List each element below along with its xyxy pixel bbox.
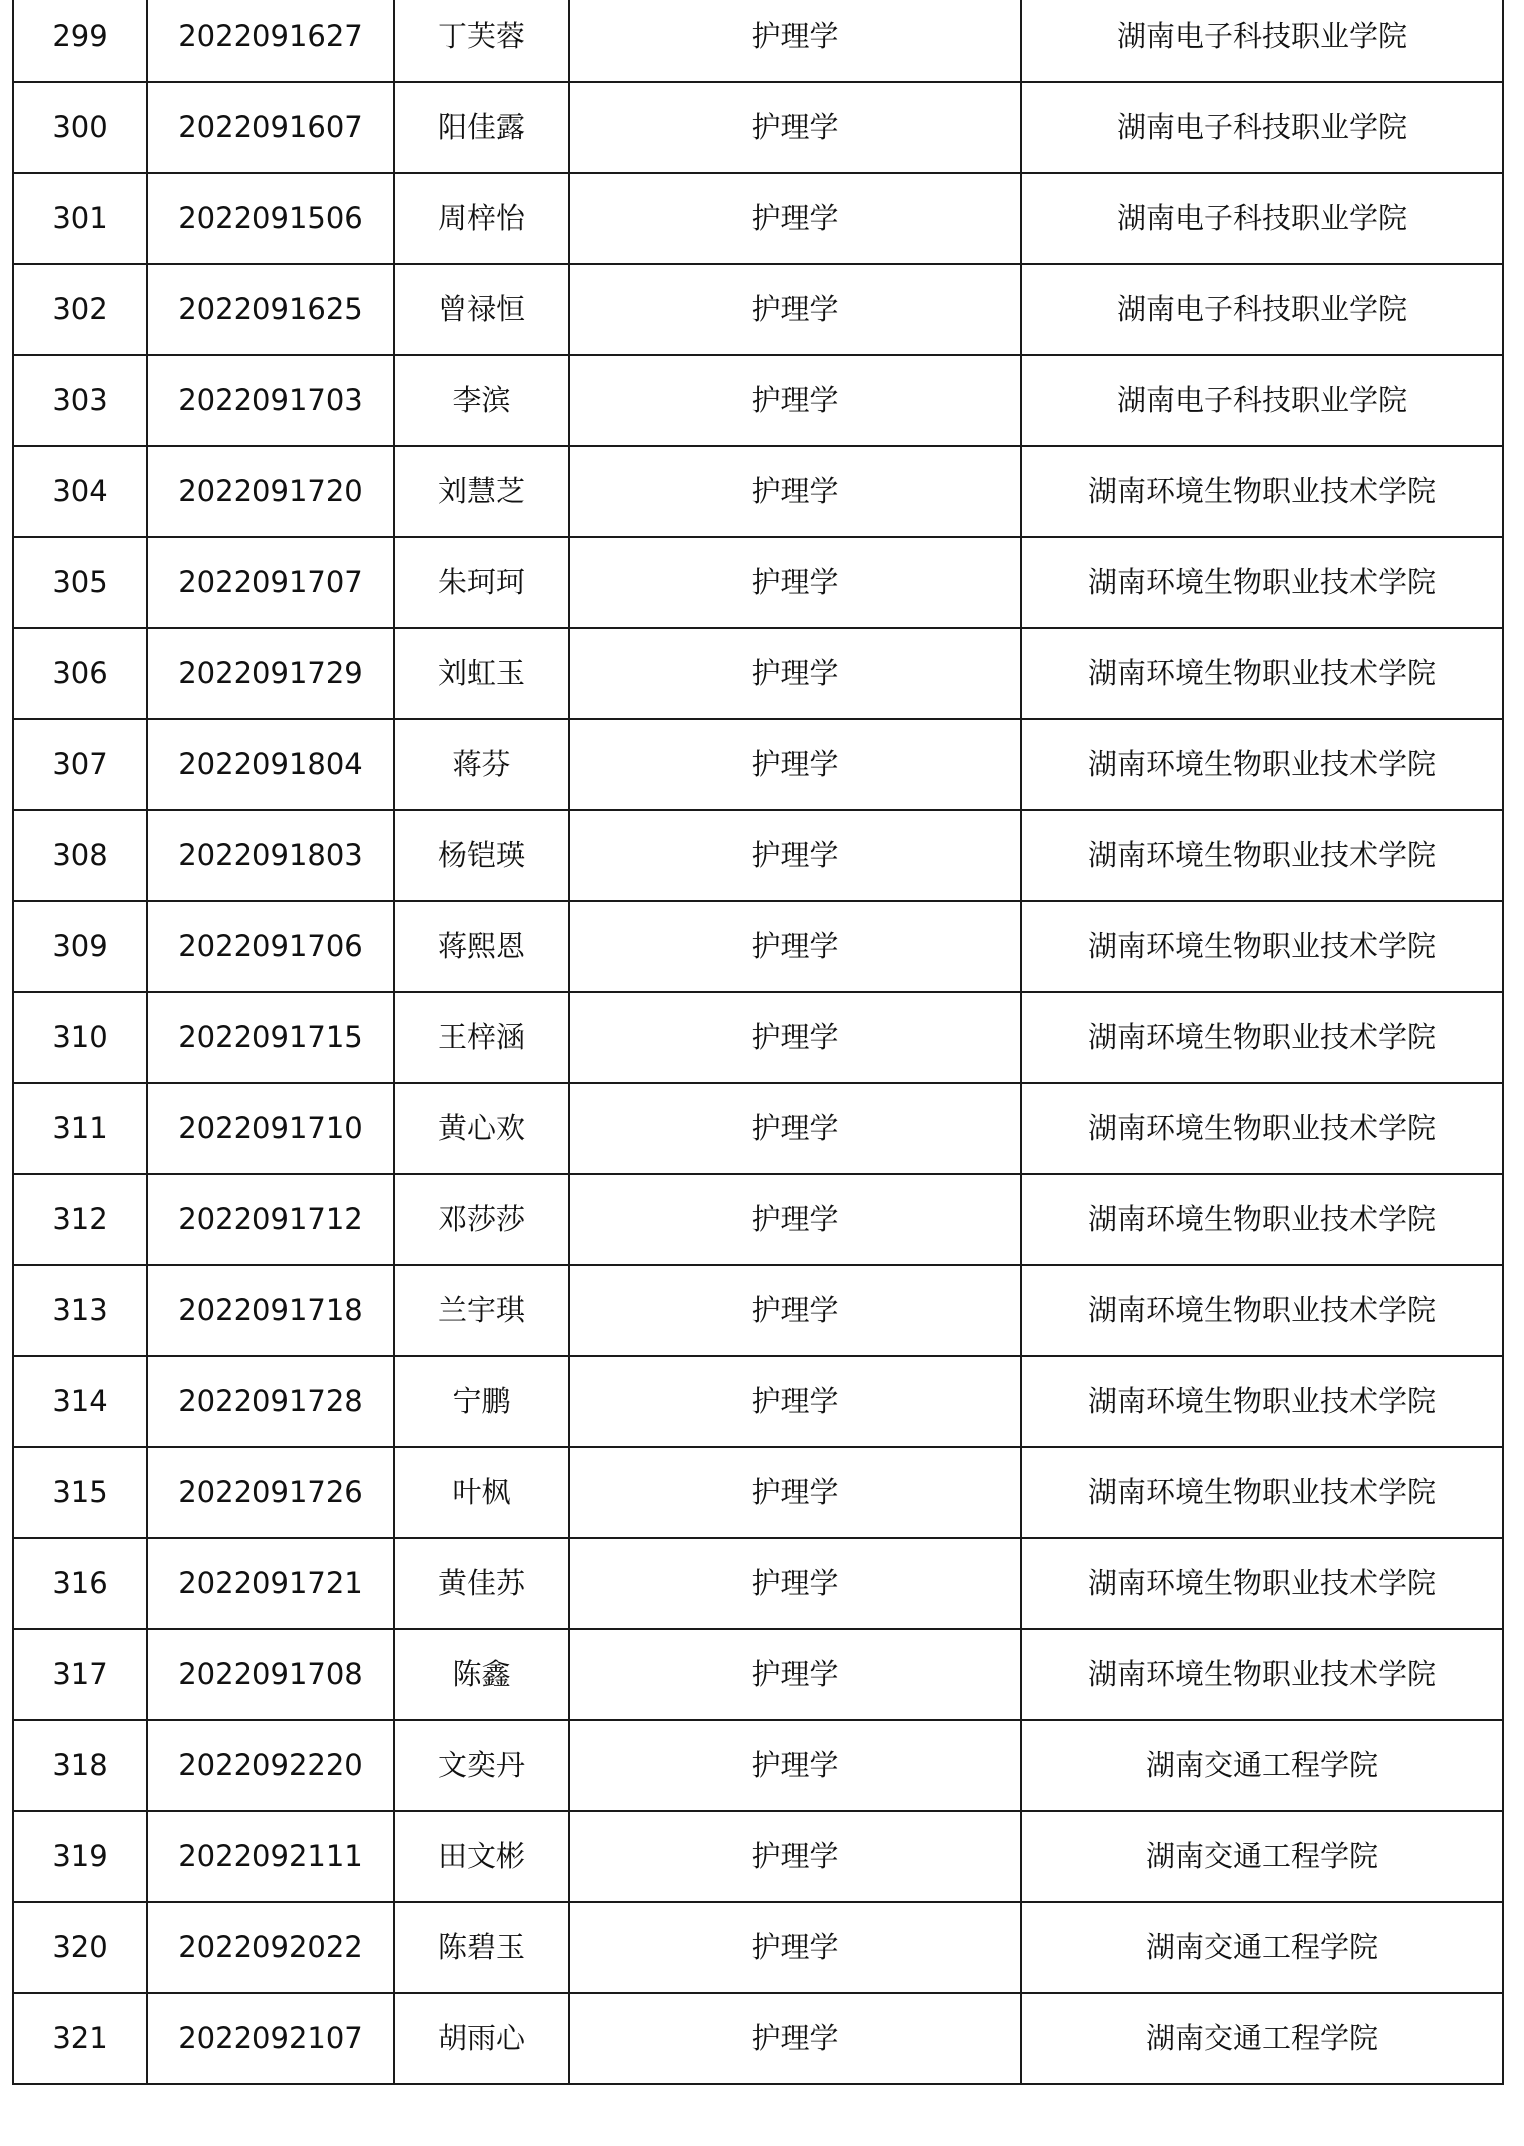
table-row (13, 82, 1503, 173)
seq-cell: 315 (13, 1447, 147, 1538)
major-cell: 护理学 (569, 1538, 1021, 1629)
name-cell: 叶枫 (394, 1447, 569, 1538)
student-roster-table (12, 0, 1504, 2085)
name-cell: 宁鹏 (394, 1356, 569, 1447)
school-cell: 湖南环境生物职业技术学院 (1021, 1174, 1503, 1265)
major-cell: 护理学 (569, 1720, 1021, 1811)
student-id-cell: 2022091718 (147, 1265, 394, 1356)
seq-cell: 301 (13, 173, 147, 264)
table-row (13, 992, 1503, 1083)
seq-cell: 302 (13, 264, 147, 355)
seq-cell: 304 (13, 446, 147, 537)
major-cell: 护理学 (569, 628, 1021, 719)
school-cell: 湖南交通工程学院 (1021, 1993, 1503, 2084)
student-id-cell: 2022091720 (147, 446, 394, 537)
school-cell: 湖南电子科技职业学院 (1021, 355, 1503, 446)
student-id-cell: 2022091703 (147, 355, 394, 446)
seq-cell: 309 (13, 901, 147, 992)
table-row (13, 1174, 1503, 1265)
major-cell: 护理学 (569, 1447, 1021, 1538)
student-id-cell: 2022091708 (147, 1629, 394, 1720)
seq-cell: 312 (13, 1174, 147, 1265)
name-cell: 陈鑫 (394, 1629, 569, 1720)
school-cell: 湖南电子科技职业学院 (1021, 264, 1503, 355)
student-id-cell: 2022091728 (147, 1356, 394, 1447)
name-cell: 杨铠瑛 (394, 810, 569, 901)
major-cell: 护理学 (569, 1993, 1021, 2084)
seq-cell: 319 (13, 1811, 147, 1902)
seq-cell: 316 (13, 1538, 147, 1629)
name-cell: 黄佳苏 (394, 1538, 569, 1629)
school-cell: 湖南环境生物职业技术学院 (1021, 992, 1503, 1083)
student-id-cell: 2022091707 (147, 537, 394, 628)
table-row (13, 446, 1503, 537)
student-id-cell: 2022092107 (147, 1993, 394, 2084)
table-row (13, 1902, 1503, 1993)
seq-cell: 310 (13, 992, 147, 1083)
school-cell: 湖南环境生物职业技术学院 (1021, 1538, 1503, 1629)
school-cell: 湖南交通工程学院 (1021, 1902, 1503, 1993)
school-cell: 湖南环境生物职业技术学院 (1021, 1447, 1503, 1538)
name-cell: 刘虹玉 (394, 628, 569, 719)
school-cell: 湖南环境生物职业技术学院 (1021, 1265, 1503, 1356)
seq-cell: 300 (13, 82, 147, 173)
student-id-cell: 2022091715 (147, 992, 394, 1083)
name-cell: 兰宇琪 (394, 1265, 569, 1356)
seq-cell: 321 (13, 1993, 147, 2084)
table-row (13, 628, 1503, 719)
school-cell: 湖南环境生物职业技术学院 (1021, 719, 1503, 810)
major-cell: 护理学 (569, 1265, 1021, 1356)
name-cell: 蒋熙恩 (394, 901, 569, 992)
seq-cell: 307 (13, 719, 147, 810)
major-cell: 护理学 (569, 264, 1021, 355)
school-cell: 湖南环境生物职业技术学院 (1021, 446, 1503, 537)
seq-cell: 317 (13, 1629, 147, 1720)
school-cell: 湖南交通工程学院 (1021, 1811, 1503, 1902)
table-row (13, 1356, 1503, 1447)
major-cell: 护理学 (569, 1902, 1021, 1993)
major-cell: 护理学 (569, 0, 1021, 82)
student-id-cell: 2022091804 (147, 719, 394, 810)
roster-body (13, 0, 1503, 2084)
major-cell: 护理学 (569, 355, 1021, 446)
major-cell: 护理学 (569, 446, 1021, 537)
major-cell: 护理学 (569, 537, 1021, 628)
name-cell: 王梓涵 (394, 992, 569, 1083)
name-cell: 田文彬 (394, 1811, 569, 1902)
table-row (13, 1811, 1503, 1902)
table-row (13, 1447, 1503, 1538)
school-cell: 湖南环境生物职业技术学院 (1021, 901, 1503, 992)
name-cell: 文奕丹 (394, 1720, 569, 1811)
seq-cell: 320 (13, 1902, 147, 1993)
table-row (13, 264, 1503, 355)
seq-cell: 308 (13, 810, 147, 901)
major-cell: 护理学 (569, 1811, 1021, 1902)
name-cell: 黄心欢 (394, 1083, 569, 1174)
seq-cell: 305 (13, 537, 147, 628)
seq-cell: 303 (13, 355, 147, 446)
name-cell: 胡雨心 (394, 1993, 569, 2084)
student-id-cell: 2022092220 (147, 1720, 394, 1811)
name-cell: 邓莎莎 (394, 1174, 569, 1265)
school-cell: 湖南环境生物职业技术学院 (1021, 1356, 1503, 1447)
name-cell: 周梓怡 (394, 173, 569, 264)
major-cell: 护理学 (569, 1629, 1021, 1720)
school-cell: 湖南环境生物职业技术学院 (1021, 537, 1503, 628)
major-cell: 护理学 (569, 1174, 1021, 1265)
table-row (13, 537, 1503, 628)
major-cell: 护理学 (569, 719, 1021, 810)
major-cell: 护理学 (569, 82, 1021, 173)
school-cell: 湖南交通工程学院 (1021, 1720, 1503, 1811)
student-id-cell: 2022091627 (147, 0, 394, 82)
school-cell: 湖南电子科技职业学院 (1021, 173, 1503, 264)
student-id-cell: 2022091712 (147, 1174, 394, 1265)
name-cell: 陈碧玉 (394, 1902, 569, 1993)
name-cell: 阳佳露 (394, 82, 569, 173)
major-cell: 护理学 (569, 173, 1021, 264)
name-cell: 丁芙蓉 (394, 0, 569, 82)
table-row (13, 1720, 1503, 1811)
table-row (13, 1538, 1503, 1629)
student-id-cell: 2022091721 (147, 1538, 394, 1629)
student-id-cell: 2022092022 (147, 1902, 394, 1993)
school-cell: 湖南电子科技职业学院 (1021, 0, 1503, 82)
name-cell: 李滨 (394, 355, 569, 446)
major-cell: 护理学 (569, 992, 1021, 1083)
student-id-cell: 2022091726 (147, 1447, 394, 1538)
student-id-cell: 2022091803 (147, 810, 394, 901)
school-cell: 湖南电子科技职业学院 (1021, 82, 1503, 173)
student-id-cell: 2022091710 (147, 1083, 394, 1174)
student-id-cell: 2022091506 (147, 173, 394, 264)
major-cell: 护理学 (569, 901, 1021, 992)
name-cell: 刘慧芝 (394, 446, 569, 537)
table-row (13, 810, 1503, 901)
seq-cell: 314 (13, 1356, 147, 1447)
table-row (13, 901, 1503, 992)
major-cell: 护理学 (569, 1083, 1021, 1174)
student-id-cell: 2022091625 (147, 264, 394, 355)
seq-cell: 318 (13, 1720, 147, 1811)
seq-cell: 306 (13, 628, 147, 719)
table-row (13, 1993, 1503, 2084)
table-row (13, 1265, 1503, 1356)
table-row (13, 1083, 1503, 1174)
name-cell: 蒋芬 (394, 719, 569, 810)
seq-cell: 299 (13, 0, 147, 82)
major-cell: 护理学 (569, 1356, 1021, 1447)
table-row (13, 1629, 1503, 1720)
school-cell: 湖南环境生物职业技术学院 (1021, 1629, 1503, 1720)
major-cell: 护理学 (569, 810, 1021, 901)
seq-cell: 313 (13, 1265, 147, 1356)
student-id-cell: 2022091729 (147, 628, 394, 719)
school-cell: 湖南环境生物职业技术学院 (1021, 1083, 1503, 1174)
table-row (13, 355, 1503, 446)
school-cell: 湖南环境生物职业技术学院 (1021, 810, 1503, 901)
table-row (13, 173, 1503, 264)
table-row (13, 0, 1503, 82)
student-id-cell: 2022091607 (147, 82, 394, 173)
name-cell: 朱珂珂 (394, 537, 569, 628)
seq-cell: 311 (13, 1083, 147, 1174)
table-row (13, 719, 1503, 810)
school-cell: 湖南环境生物职业技术学院 (1021, 628, 1503, 719)
student-id-cell: 2022091706 (147, 901, 394, 992)
student-id-cell: 2022092111 (147, 1811, 394, 1902)
name-cell: 曾禄恒 (394, 264, 569, 355)
